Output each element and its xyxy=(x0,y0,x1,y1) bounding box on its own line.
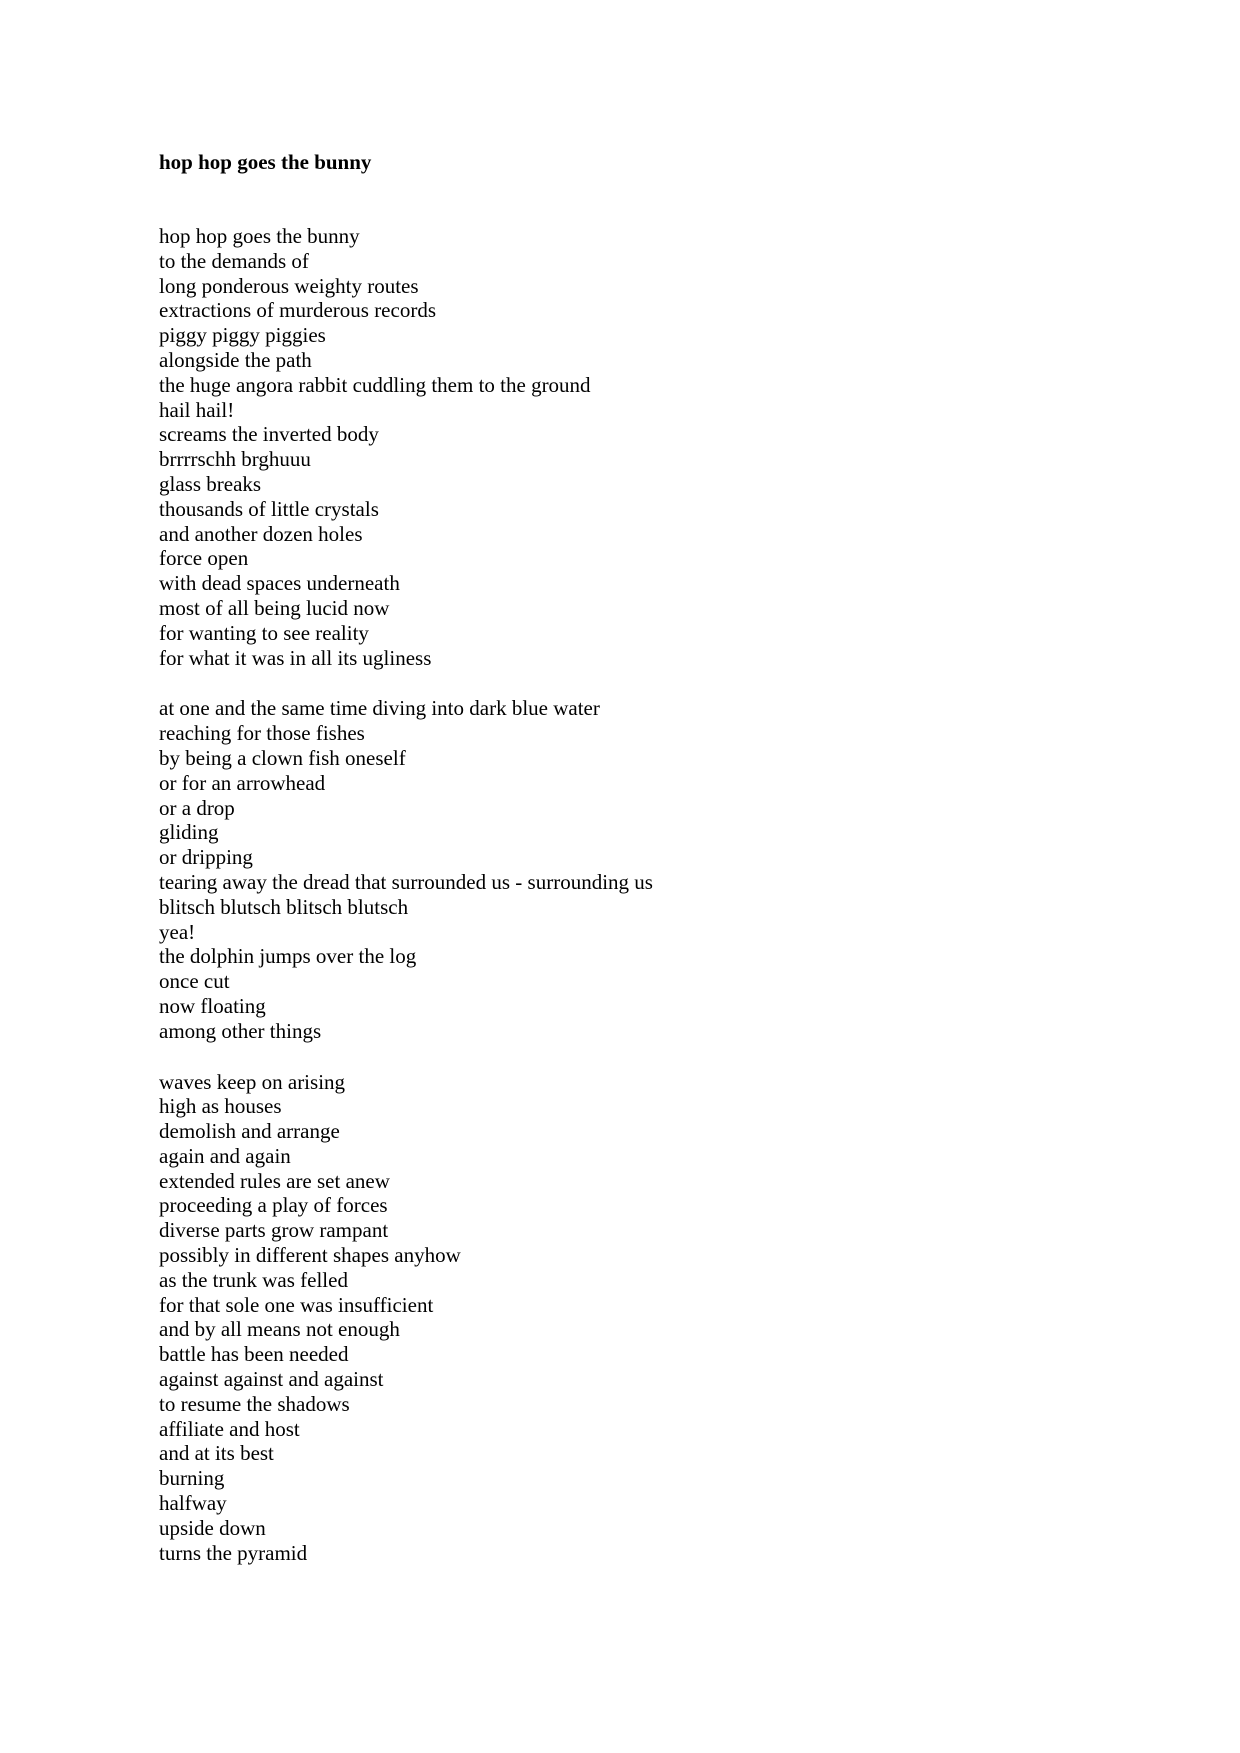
poem-line: and by all means not enough xyxy=(159,1317,400,1342)
poem-line: again and again xyxy=(159,1143,291,1168)
poem-title: hop hop goes the bunny xyxy=(159,150,372,174)
poem-line: diverse parts grow rampant xyxy=(159,1218,389,1243)
poem-line: extractions of murderous records xyxy=(159,298,436,323)
poem-line: and another dozen holes xyxy=(159,521,363,546)
poem-line: gliding xyxy=(159,820,219,845)
poem-line: or for an arrowhead xyxy=(159,770,326,795)
poem-line: at one and the same time diving into dark blue water xyxy=(159,696,600,721)
poem-line: the huge angora rabbit cuddling them to the ground xyxy=(159,372,591,397)
poem-line: for what it was in all its ugliness xyxy=(159,645,432,670)
poem-line: as the trunk was felled xyxy=(159,1267,348,1292)
poem-line: demolish and arrange xyxy=(159,1119,340,1144)
poem-line: against against and against xyxy=(159,1367,384,1392)
poem-line: or a drop xyxy=(159,795,235,820)
poem-line: and at its best xyxy=(159,1441,274,1466)
poem-line: among other things xyxy=(159,1018,322,1043)
poem-line: tearing away the dread that surrounded us - surrounding us xyxy=(159,869,653,894)
poem-line: high as houses xyxy=(159,1094,282,1119)
poem-line: long ponderous weighty routes xyxy=(159,273,419,298)
poem-line: affiliate and host xyxy=(159,1416,300,1441)
poem-stanza xyxy=(159,1070,1059,1566)
poem-stanza xyxy=(159,224,1059,670)
poem-line: with dead spaces underneath xyxy=(159,571,400,596)
poem-line: glass breaks xyxy=(159,471,262,496)
poem-line: reaching for those fishes xyxy=(159,721,365,746)
poem-line: halfway xyxy=(159,1491,227,1516)
poem-line: upside down xyxy=(159,1515,266,1540)
poem-line: proceeding a play of forces xyxy=(159,1193,388,1218)
poem-line: the dolphin jumps over the log xyxy=(159,944,417,969)
poem-line: turns the pyramid xyxy=(159,1540,308,1565)
poem-line: yea! xyxy=(159,919,196,944)
poem-line: alongside the path xyxy=(159,347,312,372)
poem-line: to the demands of xyxy=(159,248,309,273)
poem-line: burning xyxy=(159,1466,225,1491)
poem-line: once cut xyxy=(159,969,230,994)
poem-line: hop hop goes the bunny xyxy=(159,224,360,248)
poem-line: to resume the shadows xyxy=(159,1391,350,1416)
poem-line: battle has been needed xyxy=(159,1342,349,1367)
poem-line: screams the inverted body xyxy=(159,422,379,447)
poem-line: or dripping xyxy=(159,845,253,870)
poem-line: hail hail! xyxy=(159,397,235,422)
poem-line: extended rules are set anew xyxy=(159,1168,390,1193)
poem-line: possibly in different shapes anyhow xyxy=(159,1243,461,1268)
poem-line: blitsch blutsch blitsch blutsch xyxy=(159,894,409,919)
poem-line: waves keep on arising xyxy=(159,1069,346,1094)
poem-line: most of all being lucid now xyxy=(159,595,390,620)
poem-stanza xyxy=(159,696,1059,1043)
poem-line: brrrrschh brghuuu xyxy=(159,447,311,472)
poem-line: by being a clown fish oneself xyxy=(159,745,406,770)
poem-line: thousands of little crystals xyxy=(159,496,379,521)
poem-line: force open xyxy=(159,546,249,571)
poem-body xyxy=(159,224,1059,1591)
poem-line: for that sole one was insufficient xyxy=(159,1292,434,1317)
poem-line: for wanting to see reality xyxy=(159,620,369,645)
poem-line: now floating xyxy=(159,993,266,1018)
poem-line: piggy piggy piggies xyxy=(159,323,326,348)
